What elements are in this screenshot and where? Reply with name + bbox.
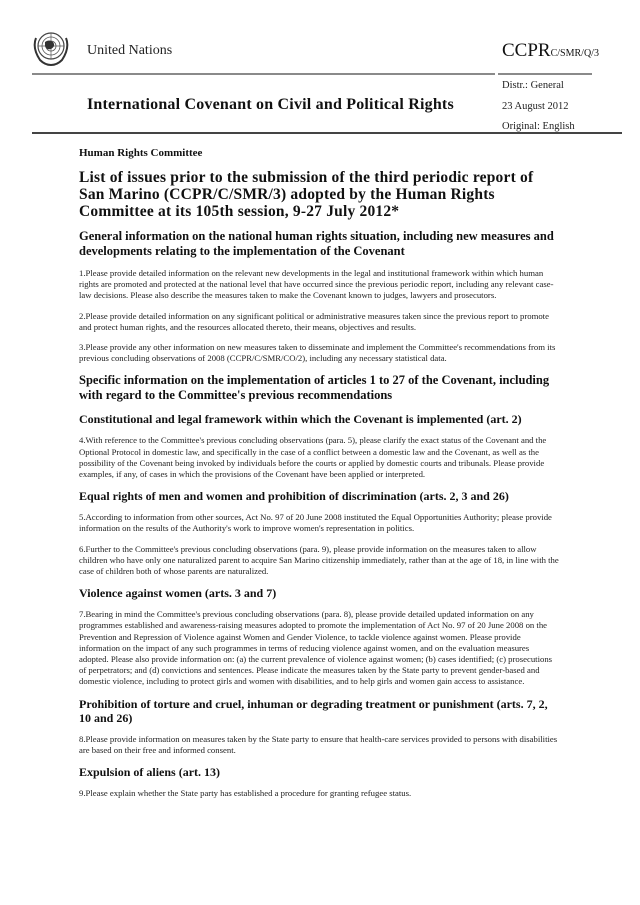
committee-name: Human Rights Committee [79,147,203,159]
paragraph-2: 2.Please provide detailed information on any significant political or administrative measures taken since the previous report to promote and protect human rights, and the resources allocated thereto, their means, objectives and results. [79,310,549,332]
subsection-heading-torture: Prohibition of torture and cruel, inhuman or degrading treatment or punishment (arts. 7, 2, 10 and 26) [79,696,548,725]
document-symbol [502,40,599,62]
document-symbol-main: CCPR [502,40,551,61]
organization-name: United Nations [87,43,173,58]
original-language: Original: English [502,121,575,132]
paragraph-8: 8.Please provide information on measures taken by the State party to ensure that health-care services provided to persons with disabilities are based on their free and informed consent. [79,733,558,755]
subsection-heading-equal-rights: Equal rights of men and women and prohibition of discrimination (arts. 2, 3 and 26) [79,489,509,504]
paragraph-7: 7.Bearing in mind the Committee's previous concluding observations (para. 8), please provide detailed updated information on any programmes established and awareness-raising measures adopted to promote the implementation of Act No. 97 of 20 June 2008 on the Prevention and Repression of Violence against Women and Gender Violence, to tackle violence against women. Please provide information on the impact of any such programmes in terms of reducing violence against women, and on the evaluation measures adopted. Please also provide information on: (a) the current prevalence of violence against women; (b) cases identified; (c) prosecutions of perpetrators; and (d) convictions and sentences. Please indicate the measures taken by the State party to prevent gender-based and domestic violence, including to protect girls and women with disabilities, and to help girls and women gain access to assistance. [79,609,553,687]
paragraph-3: 3.Please provide any other information on new measures taken to disseminate and implement the Committee's recommendations from its previous concluding observations of 2008 (CCPR/C/SMR/CO/2), including any necessary statistical data. [79,342,556,364]
distribution: Distr.: General [502,80,564,91]
header-rule-gap [495,73,498,75]
document-date: 23 August 2012 [502,101,569,112]
header-rule-bottom [32,132,622,134]
section-heading-general: General information on the national human rights situation, including new measures and developments relating to the implementation of the Covenant [79,229,554,258]
paragraph-9: 9.Please explain whether the State party has established a procedure for granting refugee status. [79,788,412,799]
document-title: List of issues prior to the submission of the third periodic report of San Marino (CCPR/C/SMR/3) adopted by the Human Rights Committee at its 105th session, 9-27 July 2012* [79,169,534,220]
section-heading-specific: Specific information on the implementation of articles 1 to 27 of the Covenant, including with regard to the Committee's previous recommendations [79,373,550,403]
paragraph-5: 5.According to information from other sources, Act No. 97 of 20 June 2008 instituted the Equal Opportunities Authority; please provide information on the results of the Authority's work to improve women's representation in politics. [79,512,552,534]
subsection-heading-constitutional: Constitutional and legal framework within which the Covenant is implemented (art. 2) [79,412,522,427]
document-symbol-suffix: C/SMR/Q/3 [550,48,599,59]
header-rule-top [32,73,592,75]
document-body [79,147,561,808]
covenant-title: International Covenant on Civil and Political Rights [87,96,454,113]
subsection-heading-expulsion: Expulsion of aliens (art. 13) [79,765,221,780]
subsection-heading-violence: Violence against women (arts. 3 and 7) [79,586,277,601]
paragraph-4: 4.With reference to the Committee's previous concluding observations (para. 5), please clarify the exact status of the Covenant and the Optional Protocol in domestic law, and specifically in the case of a conflict between a domestic law and the Covenant, as well as the possibility of the Covenant being invoked by individuals before the courts or applied by domestic courts and tribunals. Please provide examples, if any, of cases in which the provisions of the Covenant have been applied or interpreted. [79,435,547,480]
paragraph-1: 1.Please provide detailed information on the relevant new developments in the legal and institutional framework within which human rights are promoted and protected at the national level that have occurred since the previous periodic report, including any relevant case-law decisions. Please also describe the measures taken to make the Covenant known to judges, lawyers and prosecutors. [79,268,554,301]
paragraph-6: 6.Further to the Committee's previous concluding observations (para. 9), please provide information on the measures taken to allow children who have only one naturalized parent to acquire San Marino citizenship immediately, rather than at the age of 18, in line with the case of children both of whose parents are naturalized. [79,543,559,577]
un-emblem-icon [31,28,71,68]
